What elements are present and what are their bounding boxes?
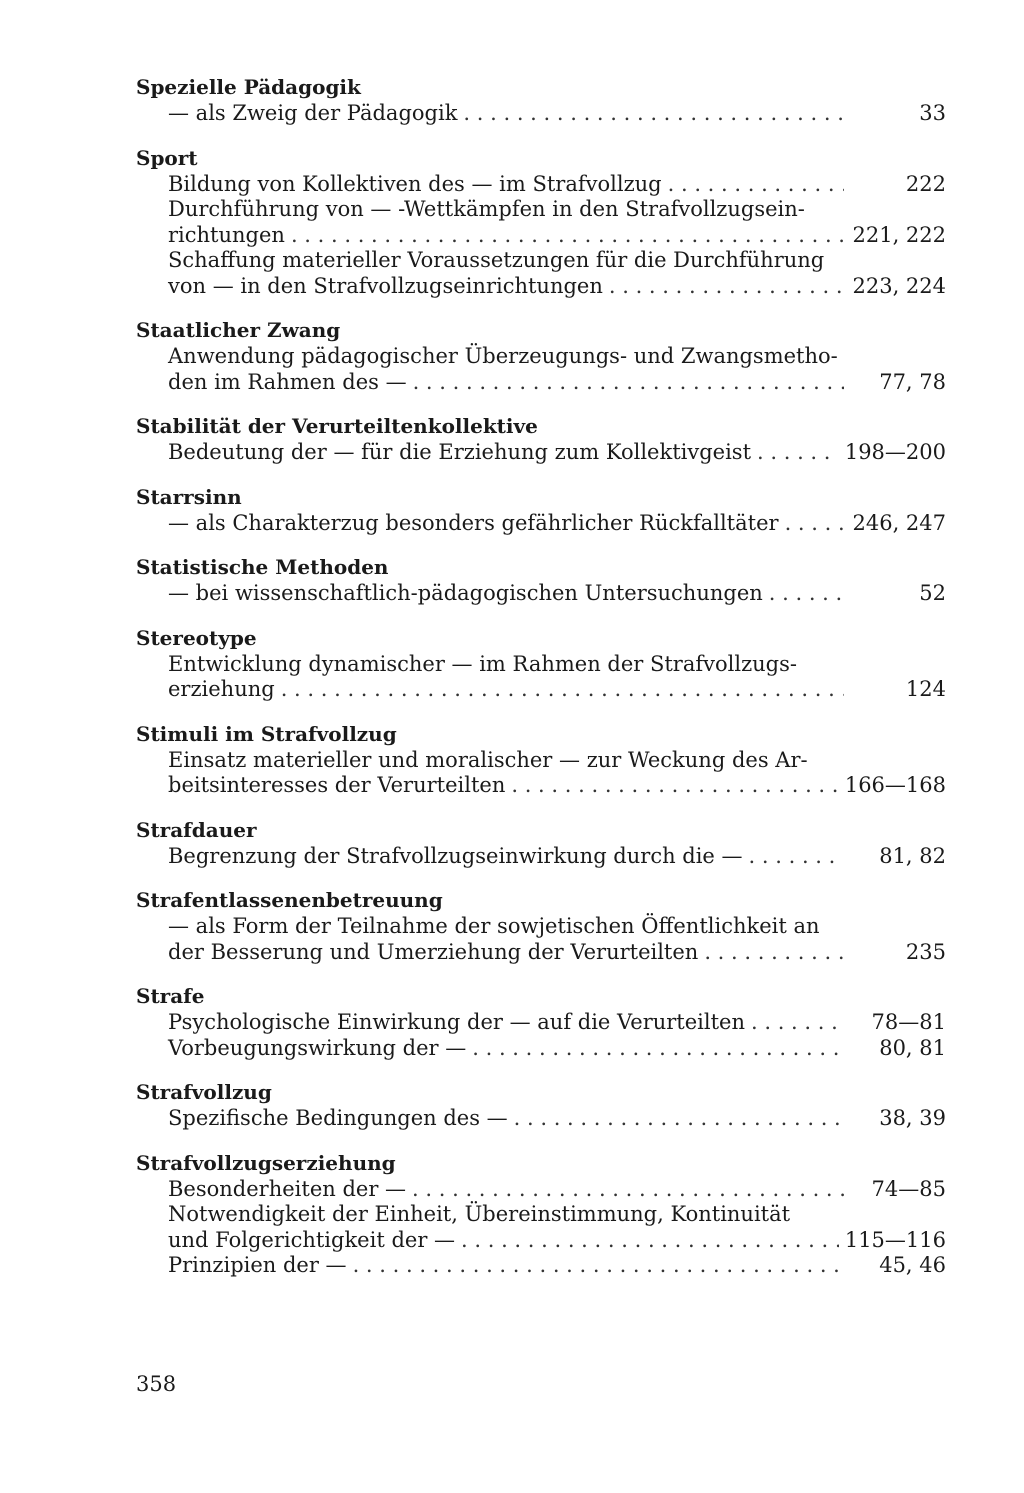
dot-leader	[461, 1228, 839, 1254]
dot-leader	[281, 677, 844, 703]
dot-leader	[291, 223, 844, 249]
subentry-text: Begrenzung der Strafvollzugseinwirkung durch die —	[168, 843, 743, 868]
dot-leader	[704, 940, 844, 966]
subentry-text: Bildung von Kollektiven des — im Strafvollzug	[168, 171, 662, 196]
dot-leader	[751, 1010, 844, 1036]
index-entry	[136, 317, 946, 395]
subentry	[136, 1036, 946, 1062]
subentry-text: Spezifische Bedingungen des —	[168, 1106, 508, 1130]
page-number: 358	[136, 1372, 177, 1396]
dot-leader	[463, 101, 844, 127]
subentry-final-line	[168, 1010, 946, 1036]
subentry-line: Einsatz materieller und moralischer — zur Weckung des Ar-	[168, 747, 808, 772]
entry-heading: Sport	[136, 145, 198, 170]
subentry	[136, 1202, 946, 1253]
subentry	[136, 1253, 946, 1279]
entry-heading: Spezielle Pädagogik	[136, 75, 361, 99]
subentry	[136, 652, 946, 703]
subentry-final-line	[168, 274, 946, 300]
subentry-final-line	[168, 1177, 946, 1203]
page-reference: 221, 222	[852, 222, 946, 247]
subentry-text: — bei wissenschaftlich-pädagogischen Untersuchungen	[168, 581, 763, 605]
dot-leader	[769, 581, 844, 607]
dot-leader	[749, 844, 844, 870]
subentry-text: beitsinteresses der Verurteilten	[168, 773, 506, 797]
subentry	[136, 1010, 946, 1036]
page-reference: 45, 46	[879, 1253, 946, 1277]
entry-heading: Stimuli im Strafvollzug	[136, 721, 397, 746]
entry-heading: Strafentlassenenbetreuung	[136, 888, 443, 912]
index-entry	[136, 887, 946, 965]
subentry	[136, 197, 946, 248]
subentry-text: — als Charakterzug besonders gefährlicher Rückfalltäter	[168, 510, 779, 535]
subentry-line: Durchführung von — -Wettkämpfen in den Strafvollzugsein-	[168, 197, 805, 221]
page-reference: 33	[919, 101, 946, 125]
page-reference: 246, 247	[852, 510, 946, 535]
subentry-final-line	[168, 677, 946, 703]
index-entry	[136, 74, 946, 127]
page-reference: 198—200	[844, 440, 946, 464]
page-reference: 222	[905, 171, 946, 196]
subentry-text: Psychologische Einwirkung der — auf die Verurteilten	[168, 1010, 745, 1034]
index-entry	[136, 1079, 946, 1132]
subentry-text: von — in den Strafvollzugseinrichtungen	[168, 273, 603, 298]
subentry-final-line	[168, 440, 946, 466]
subentry	[136, 914, 946, 965]
subentry	[136, 581, 946, 607]
subentry	[136, 440, 946, 466]
subentry-text: richtungen	[168, 222, 285, 247]
index-entry	[136, 625, 946, 703]
entry-heading: Stabilität der Verurteiltenkollektive	[136, 414, 538, 438]
subentry	[136, 511, 946, 537]
dot-leader	[472, 1036, 844, 1062]
subentry	[136, 1177, 946, 1203]
subentry-text: Bedeutung der — für die Erziehung zum Kollektivgeist	[168, 440, 752, 464]
subentry	[136, 172, 946, 198]
dot-leader	[413, 370, 844, 396]
index-entry	[136, 721, 946, 799]
subentry	[136, 101, 946, 127]
index-entry	[136, 145, 946, 300]
index-entry	[136, 484, 946, 537]
subject-index	[136, 74, 946, 1297]
entry-heading: Statistische Methoden	[136, 555, 389, 579]
subentry-line: Schaffung materieller Voraussetzungen für die Durchführung	[168, 248, 825, 272]
page-reference: 166—168	[844, 773, 946, 797]
dot-leader	[511, 773, 838, 799]
subentry-final-line	[168, 101, 946, 127]
entry-heading: Starrsinn	[136, 484, 242, 509]
subentry	[136, 1106, 946, 1132]
index-entry	[136, 554, 946, 607]
subentry-line: Notwendigkeit der Einheit, Übereinstimmung, Kontinuität	[168, 1202, 791, 1226]
page-reference: 74—85	[871, 1176, 946, 1201]
subentry-final-line	[168, 1106, 946, 1132]
subentry	[136, 844, 946, 870]
entry-heading: Strafdauer	[136, 817, 257, 842]
page-reference: 223, 224	[852, 273, 946, 298]
subentry-text: Prinzipien der —	[168, 1253, 347, 1277]
subentry-line: — als Form der Teilnahme der sowjetischen Öffentlichkeit an	[168, 914, 820, 938]
subentry-final-line	[168, 1253, 946, 1279]
subentry	[136, 248, 946, 299]
dot-leader	[514, 1106, 844, 1132]
page-reference: 80, 81	[879, 1035, 946, 1060]
subentry-text: Vorbeugungswirkung der —	[168, 1035, 467, 1060]
dot-leader	[353, 1253, 844, 1279]
dot-leader	[609, 274, 844, 300]
entry-heading: Stereotype	[136, 625, 257, 650]
index-entry	[136, 1150, 946, 1279]
subentry-text: Besonderheiten der —	[168, 1176, 407, 1201]
index-entry	[136, 983, 946, 1061]
subentry-final-line	[168, 1228, 946, 1254]
subentry-line: Anwendung pädagogischer Überzeugungs- und Zwangsmetho-	[168, 344, 838, 368]
page-reference: 52	[919, 581, 946, 605]
page-reference: 124	[905, 677, 946, 701]
dot-leader	[757, 440, 839, 466]
subentry-text: — als Zweig der Pädagogik	[168, 101, 458, 125]
page-reference: 81, 82	[879, 843, 946, 868]
subentry	[136, 344, 946, 395]
subentry-final-line	[168, 940, 946, 966]
subentry-text: erziehung	[168, 677, 275, 701]
subentry-final-line	[168, 172, 946, 198]
page-reference: 235	[905, 939, 946, 964]
dot-leader	[668, 172, 844, 198]
subentry-final-line	[168, 223, 946, 249]
index-entry	[136, 413, 946, 466]
dot-leader	[785, 511, 844, 537]
entry-heading: Strafvollzugserziehung	[136, 1150, 396, 1175]
subentry-text: und Folgerichtigkeit der —	[168, 1227, 456, 1252]
entry-heading: Staatlicher Zwang	[136, 318, 341, 342]
subentry-text: der Besserung und Umerziehung der Verurteilten	[168, 939, 699, 964]
subentry-final-line	[168, 511, 946, 537]
dot-leader	[412, 1177, 844, 1203]
entry-heading: Strafe	[136, 984, 205, 1008]
page-reference: 38, 39	[879, 1106, 946, 1130]
subentry-final-line	[168, 581, 946, 607]
subentry-final-line	[168, 1036, 946, 1062]
entry-heading: Strafvollzug	[136, 1080, 272, 1104]
subentry-final-line	[168, 370, 946, 396]
subentry-text: den im Rahmen des —	[168, 369, 407, 394]
page-reference: 78—81	[871, 1010, 946, 1034]
subentry-final-line	[168, 773, 946, 799]
page-reference: 77, 78	[879, 369, 946, 394]
subentry-line: Entwicklung dynamischer — im Rahmen der Strafvollzugs-	[168, 651, 797, 676]
page-reference: 115—116	[844, 1227, 946, 1252]
index-entry	[136, 817, 946, 870]
subentry	[136, 748, 946, 799]
subentry-final-line	[168, 844, 946, 870]
